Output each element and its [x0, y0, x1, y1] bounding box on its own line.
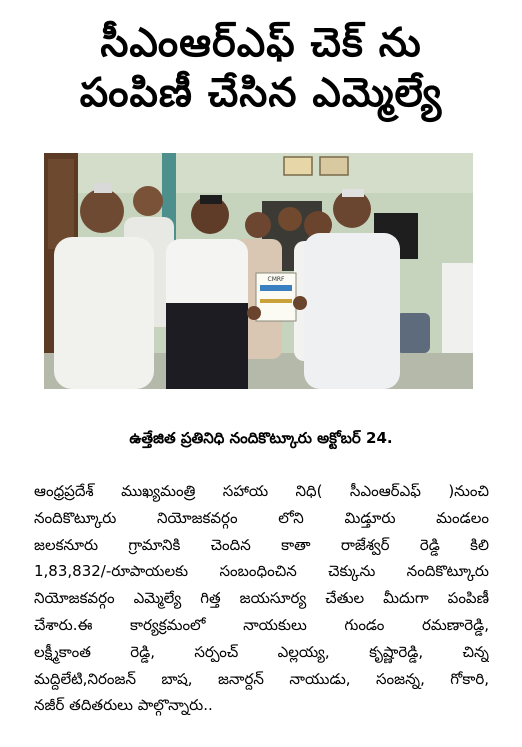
- dateline: ఉత్తేజిత ప్రతినిధి నందికొట్కూరు అక్టోబర్ 24.: [129, 429, 393, 447]
- body-line: ఆంధ్రప్రదేశ్ ముఖ్యమంత్రి సహాయ నిధి( సీఎంఆర్ఎఫ్ )నుంచి: [34, 482, 489, 500]
- body-line: మద్దిలేటి,నిరంజన్ బాష, జనార్దన్ నాయుడు, సంజన్న, గోకారి,: [34, 669, 489, 688]
- body-line: లక్ష్మీకాంత రెడ్డి, సర్పంచ్ ఎల్లయ్య, కృష్ణారెడ్డి, చిన్న: [34, 642, 489, 661]
- body-line: నియోజకవర్గం ఎమ్మెల్యే గిత్త జయసూర్య చేతుల మీదుగా పంపిణీ: [34, 589, 489, 608]
- news-photo: [44, 153, 473, 389]
- body-line: నజీర్ తదితరులు పాల్గొన్నారు..: [34, 696, 213, 715]
- headline-line-1: సీఎంఆర్ఎఫ్ చెక్ ను: [100, 20, 422, 66]
- article-body: [34, 478, 489, 719]
- headline-line-2: పంపిణీ చేసిన ఎమ్మెల్యే: [79, 70, 443, 116]
- body-line: నందికొట్కూరు నియోజకవర్గం లోని మిడ్తూరు మండలం: [34, 508, 489, 527]
- body-line: జలకనూరు గ్రామానికి చెందిన కాతా రాజేశ్వర్ రెడ్డి కిలి: [34, 535, 489, 554]
- cheque-label: CMRF: [267, 276, 285, 283]
- headline: [0, 18, 522, 118]
- body-line: 1,83,832/-రూపాయలకు సంబంధించిన చెక్కును నందికొట్కూరు: [34, 562, 489, 581]
- body-line: చేశారు.ఈ కార్యక్రమంలో నాయకులు గుండం రమణారెడ్డి,: [34, 615, 489, 634]
